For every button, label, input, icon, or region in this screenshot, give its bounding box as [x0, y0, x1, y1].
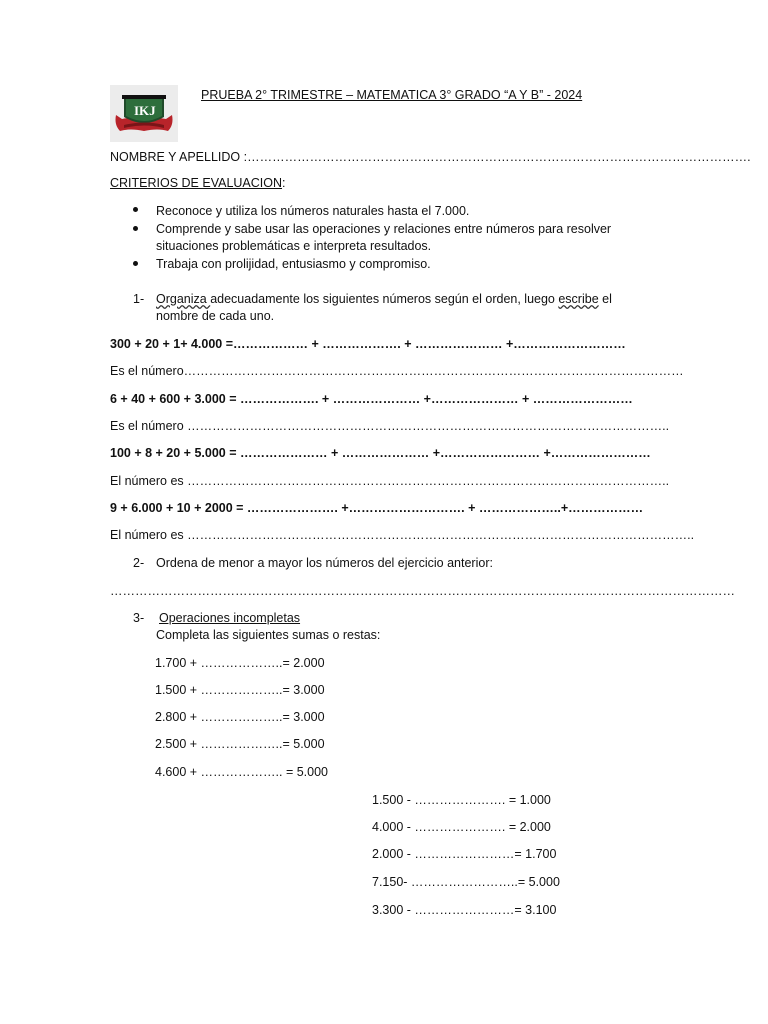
q3-subtitle: Completa las siguientes sumas o restas:	[156, 628, 381, 642]
q1-equation: 100 + 8 + 20 + 5.000 = ………………… + ………………… +…………………… +……………………	[110, 446, 651, 460]
q1-text: adecuadamente los siguientes números según el orden, luego	[210, 292, 559, 306]
criteria-heading	[110, 175, 286, 191]
q3-number: 3-	[133, 611, 145, 625]
q1-equation: 300 + 20 + 1+ 4.000 =……………… + ………………. + ………………… +………………………	[110, 337, 626, 351]
subtraction-exercise: 2.000 - ……………………= 1.700	[372, 847, 557, 861]
school-logo	[110, 85, 178, 142]
subtraction-exercise: 4.000 - …………………. = 2.000	[372, 820, 551, 834]
subtraction-exercise: 1.500 - …………………. = 1.000	[372, 793, 551, 807]
q1-equation: 6 + 40 + 600 + 3.000 = ………………. + ………………… +………………… + ……………………	[110, 392, 633, 406]
subtraction-exercise: 7.150- ……………………..= 5.000	[372, 875, 560, 889]
sum-exercise: 2.800 + ………………..= 3.000	[155, 710, 325, 724]
sum-exercise: 1.700 + ………………..= 2.000	[155, 656, 325, 670]
bullet-icon	[133, 226, 138, 231]
bullet-icon	[133, 261, 138, 266]
q1-number: 1-	[133, 292, 145, 306]
criteria-item-continued: situaciones problemáticas e interpreta resultados.	[156, 239, 432, 253]
q3-title: Operaciones incompletas	[159, 611, 301, 625]
logo-text: IKJ	[134, 103, 156, 118]
q2-instruction: Ordena de menor a mayor los números del ejercicio anterior:	[156, 556, 493, 570]
criteria-item: Reconoce y utiliza los números naturales hasta el 7.000.	[156, 204, 470, 218]
q2-answer-line: ……………………………………………………………………………………………………………………………………	[110, 584, 735, 598]
q1-equation: 9 + 6.000 + 10 + 2000 = …………………. +………………………. + ………………..+………………	[110, 501, 644, 515]
page-title: PRUEBA 2° TRIMESTRE – MATEMATICA 3° GRADO “A Y B” - 2024	[201, 88, 583, 102]
sum-exercise: 1.500 + ………………..= 3.000	[155, 683, 325, 697]
q1-answer-line: El número es …………………………………………………………………………………………………………..	[110, 528, 695, 542]
q2-number: 2-	[133, 556, 145, 570]
q1-word-escribe: escribe	[558, 292, 599, 306]
q1-answer-line: Es el número…………………………………………………………………………………………………………	[110, 364, 684, 378]
q1-word-organiza: Organiza	[156, 292, 211, 306]
q1-text-end: el	[598, 292, 612, 306]
q1-instruction-line2: nombre de cada uno.	[156, 309, 275, 323]
bullet-icon	[133, 207, 138, 212]
criteria-item: Trabaja con prolijidad, entusiasmo y compromiso.	[156, 257, 431, 271]
name-field-line: NOMBRE Y APELLIDO :………………………………………………………………………………………………………….	[110, 150, 751, 164]
subtraction-exercise: 3.300 - ……………………= 3.100	[372, 903, 557, 917]
q1-instruction	[156, 291, 612, 307]
sum-exercise: 2.500 + ………………..= 5.000	[155, 737, 325, 751]
q1-answer-line: El número es ……………………………………………………………………………………………………..	[110, 474, 670, 488]
sum-exercise: 4.600 + ……………….. = 5.000	[155, 765, 328, 779]
criteria-item: Comprende y sabe usar las operaciones y relaciones entre números para resolver	[156, 222, 612, 236]
criteria-heading-colon: :	[282, 176, 286, 190]
q1-answer-line: Es el número ……………………………………………………………………………………………………..	[110, 419, 670, 433]
criteria-heading-text: CRITERIOS DE EVALUACION	[110, 176, 283, 190]
